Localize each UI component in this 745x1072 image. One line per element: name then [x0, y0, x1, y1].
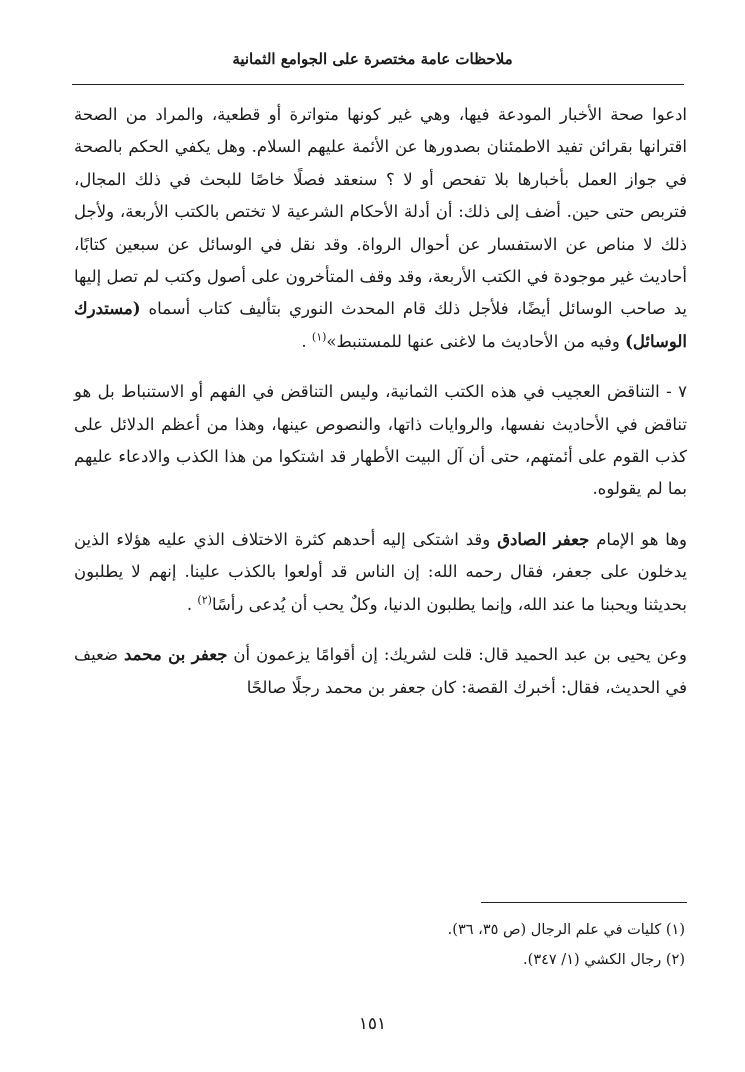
footnote: (٢) رجال الكشي (١/ ٣٤٧).	[523, 952, 685, 968]
paragraph: ٧ - التناقض العجيب في هذه الكتب الثمانية، وليس التناقض في الفهم أو الاستنباط بل هو تناقض في الأحاديث نفسها، والروايات ذاتها، والنصوص عينها، وهذا من أعظم الدلائل على كذب القوم على أئمتهم، حتى أن آل البيت الأطهار قد اشتكوا من هذا الكذب والادعاء عليهم بما لم يقولوه.	[74, 382, 687, 499]
paragraph: ادعوا صحة الأخبار المودعة فيها، وهي غير كونها متواترة أو قطعية، والمراد من الصحة اقترانها بقرائن تفيد الاطمئنان بصدورها عن الأئمة عليهم السلام. وهل يكفي الحكم بالصحة في جواز العمل بأخبارها بلا تفحص أو لا ؟ سنعقد فصلًا خاصًا للبحث في ذلك المجال، فتربص حتى حين. أضف إلى ذلك: أن أدلة الأحكام الشرعية لا تختص بالكتب الأربعة، ولأجل ذلك لا مناص عن الاستفسار عن أحوال الرواة. وقد نقل في الوسائل عن سبعين كتابًا، أحاديث غير موجودة في الكتب الأربعة، وقد وقف المتأخرون على أصول وكتب لم تصل إليها يد صاحب الوسائل أيضًا، فلأجل ذلك قام المحدث النوري بتأليف كتاب أسماه (مستدرك الوسائل) وفيه من الأحاديث ما لاغنى عنها للمستنبط»$^{(١)}$ .	[74, 105, 687, 351]
header-rule	[72, 84, 684, 85]
running-header: ملاحظات عامة مختصرة على الجوامع الثمانية	[232, 50, 513, 68]
footnotes	[75, 915, 685, 975]
footnote-ref[interactable]: (١)	[311, 330, 327, 344]
page-number: ١٥١	[358, 1014, 387, 1034]
footnote-ref[interactable]: (٢)	[197, 593, 212, 607]
body-text	[74, 99, 687, 704]
footnote: (١) كليات في علم الرجال (ص ٣٥، ٣٦).	[447, 922, 685, 938]
paragraph: وها هو الإمام جعفر الصادق وقد اشتكى إليه أحدهم كثرة الاختلاف الذي عليه هؤلاء الذين يدخلون على جعفر، فقال رحمه الله: إن الناس قد أولعوا بالكذب علينا. إنهم لا يطلبون بحديثنا ويحبنا ما عند الله، وإنما يطلبون الدنيا، وكلٌ يحب أن يُدعى رأسًا$^{(٢)}$ .	[74, 529, 687, 614]
paragraph: وعن يحيى بن عبد الحميد قال: قلت لشريك: إن أقوامًا يزعمون أن جعفر بن محمد ضعيف في الحديث، فقال: أخبرك القصة: كان جعفر بن محمد رجلًا صالحًا	[74, 645, 688, 697]
footnote-rule	[481, 902, 687, 903]
